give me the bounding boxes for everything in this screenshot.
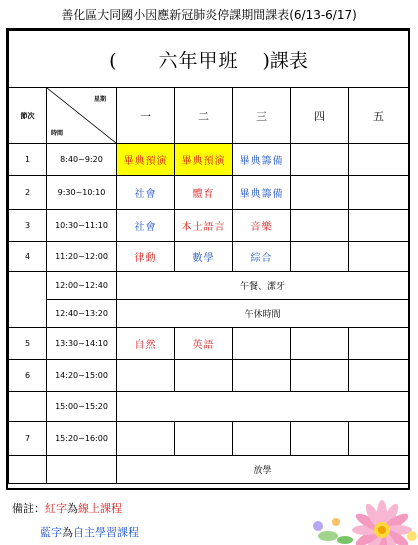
subject-cell: 數學 bbox=[175, 242, 233, 272]
subject-cell bbox=[291, 210, 349, 242]
period-time: 9:30~10:10 bbox=[47, 176, 117, 210]
subject-cell: 社會 bbox=[117, 210, 175, 242]
timetable bbox=[8, 30, 409, 484]
legend-connector: 為 bbox=[67, 502, 78, 515]
period-time: 10:30~11:10 bbox=[47, 210, 117, 242]
period-number: 7 bbox=[9, 422, 47, 456]
period-header: 節次 bbox=[9, 88, 47, 144]
table-row bbox=[9, 328, 409, 360]
subject-cell: 英語 bbox=[175, 328, 233, 360]
class-name: 六年甲班 bbox=[158, 49, 239, 72]
flower-decoration-icon bbox=[300, 496, 418, 545]
table-row bbox=[9, 456, 409, 484]
legend-line-online bbox=[12, 500, 122, 516]
class-timetable-title bbox=[9, 31, 409, 88]
page-title: 善化區大同國小因應新冠肺炎停課期間課表(6/13-6/17) bbox=[61, 8, 357, 22]
period-time: 13:30~14:10 bbox=[47, 328, 117, 360]
table-row bbox=[9, 144, 409, 176]
lunch-cell: 午餐、潔牙 bbox=[117, 272, 409, 300]
subject-cell bbox=[349, 360, 409, 392]
title-open-paren: ( bbox=[109, 49, 117, 72]
subject-cell: 畢典籌備 bbox=[233, 144, 291, 176]
day-header-tue: 二 bbox=[175, 88, 233, 144]
day-label: 星期 bbox=[93, 96, 106, 103]
day-header-fri: 五 bbox=[349, 88, 409, 144]
table-row bbox=[9, 360, 409, 392]
period-number: 2 bbox=[9, 176, 47, 210]
table-row bbox=[9, 176, 409, 210]
table-row bbox=[9, 300, 409, 328]
subject-cell bbox=[117, 360, 175, 392]
day-header-thu: 四 bbox=[291, 88, 349, 144]
period-number bbox=[9, 272, 47, 328]
subject-cell: 本土語言 bbox=[175, 210, 233, 242]
table-row bbox=[9, 422, 409, 456]
table-row bbox=[9, 392, 409, 422]
table-row bbox=[9, 242, 409, 272]
day-header-mon: 一 bbox=[117, 88, 175, 144]
time-label: 時間 bbox=[51, 130, 64, 137]
subject-cell: 律動 bbox=[117, 242, 175, 272]
legend-label: 備註： bbox=[12, 502, 45, 515]
period-number: 4 bbox=[9, 242, 47, 272]
day-time-header bbox=[47, 88, 117, 144]
subject-cell: 綜合 bbox=[233, 242, 291, 272]
subject-cell bbox=[349, 328, 409, 360]
subject-cell bbox=[233, 328, 291, 360]
subject-cell bbox=[291, 328, 349, 360]
subject-cell bbox=[291, 242, 349, 272]
subject-cell: 畢典籌備 bbox=[233, 176, 291, 210]
period-number: 5 bbox=[9, 328, 47, 360]
period-time: 15:20~16:00 bbox=[47, 422, 117, 456]
subject-cell bbox=[349, 210, 409, 242]
period-number bbox=[9, 456, 47, 484]
subject-cell: 自然 bbox=[117, 328, 175, 360]
dismissal-cell: 放學 bbox=[117, 456, 409, 484]
period-time bbox=[47, 456, 117, 484]
period-time: 14:20~15:00 bbox=[47, 360, 117, 392]
nap-cell: 午休時間 bbox=[117, 300, 409, 328]
day-header-wed: 三 bbox=[233, 88, 291, 144]
period-number: 1 bbox=[9, 144, 47, 176]
period-number bbox=[9, 392, 47, 422]
subject-cell bbox=[291, 176, 349, 210]
table-row bbox=[9, 210, 409, 242]
subject-cell bbox=[117, 422, 175, 456]
subject-cell bbox=[291, 360, 349, 392]
subject-cell bbox=[175, 360, 233, 392]
period-number: 6 bbox=[9, 360, 47, 392]
subject-cell bbox=[175, 422, 233, 456]
subject-cell bbox=[349, 242, 409, 272]
subject-cell: 音樂 bbox=[233, 210, 291, 242]
period-time: 12:00~12:40 bbox=[47, 272, 117, 300]
period-time: 11:20~12:00 bbox=[47, 242, 117, 272]
period-time: 15:00~15:20 bbox=[47, 392, 117, 422]
break-cell bbox=[117, 392, 409, 422]
legend-blue-word: 藍字 bbox=[40, 526, 62, 539]
period-time: 12:40~13:20 bbox=[47, 300, 117, 328]
subject-cell: 社會 bbox=[117, 176, 175, 210]
legend-online-text: 線上課程 bbox=[78, 502, 122, 515]
subject-cell bbox=[349, 422, 409, 456]
legend-connector: 為 bbox=[62, 526, 73, 539]
subject-cell bbox=[291, 422, 349, 456]
subject-cell: 畢典預演 bbox=[117, 144, 175, 176]
title-close: )課表 bbox=[262, 49, 308, 72]
period-number: 3 bbox=[9, 210, 47, 242]
subject-cell bbox=[233, 422, 291, 456]
subject-cell bbox=[349, 144, 409, 176]
subject-cell bbox=[349, 176, 409, 210]
period-time: 8:40~9:20 bbox=[47, 144, 117, 176]
legend-red-word: 紅字 bbox=[45, 502, 67, 515]
legend-line-self bbox=[40, 524, 139, 540]
subject-cell bbox=[291, 144, 349, 176]
subject-cell bbox=[233, 360, 291, 392]
subject-cell: 畢典預演 bbox=[175, 144, 233, 176]
table-row bbox=[9, 272, 409, 300]
legend-self-text: 自主學習課程 bbox=[73, 526, 139, 539]
subject-cell: 體育 bbox=[175, 176, 233, 210]
